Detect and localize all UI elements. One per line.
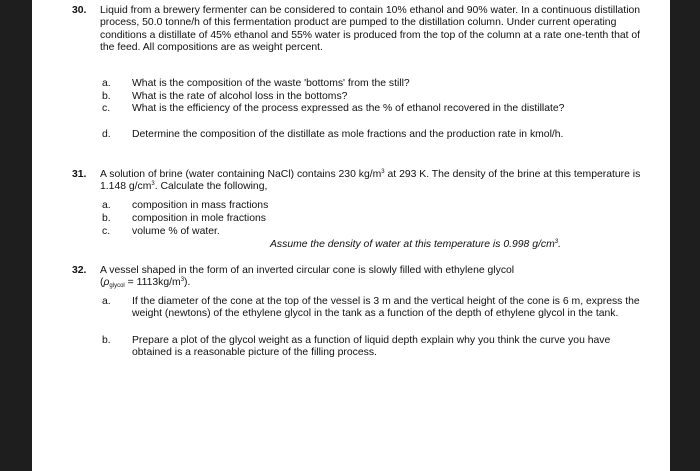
document-page	[32, 0, 670, 471]
item-label: c.	[102, 103, 111, 114]
question-30	[72, 5, 648, 55]
density-expression: $(\rho_{glycol} = 1113kg/m^3)$.	[100, 277, 191, 290]
question-number: 32.	[72, 265, 87, 276]
item-text: What is the composition of the waste 'bottoms' from the still?	[132, 78, 410, 89]
question-text: Liquid from a brewery fermenter can be considered to contain 10% ethanol and 90% water. In a continuous distillation process, 50.0 tonne/h of this fermentation product are pumped to the distillation column. Under current operating conditions a distillate of 45% ethanol and 55% water is produced from the top of the column at a rate one-tenth that of the feed. All compositions are as weight percent.	[100, 5, 641, 54]
item-text: What is the rate of alcohol loss in the bottoms?	[132, 91, 348, 102]
item-text: If the diameter of the cone at the top of the vessel is 3 m and the vertical height of the cone is 6 m, express the weight (newtons) of the ethylene glycol in the tank as a function of the depth of ethylene glycol in the tank.	[132, 296, 640, 320]
question-31-item-c	[102, 226, 642, 238]
item-label: a.	[102, 200, 111, 211]
item-text: Determine the composition of the distillate as mole fractions and the production rate in kmol/h.	[132, 129, 564, 140]
question-32-item-a	[102, 296, 642, 321]
item-text: Prepare a plot of the glycol weight as a function of liquid depth explain why you think the curve you have obtained is a reasonable picture of the filling process.	[132, 335, 611, 359]
item-text: composition in mole fractions	[132, 213, 266, 224]
assumption-note: Assume the density of water at this temperature is 0.998 $g/cm^3$.	[270, 239, 561, 250]
question-30-item-b	[102, 91, 642, 103]
question-32	[72, 265, 648, 290]
question-text: A solution of brine (water containing NaCl) contains 230 $kg/m^3$ at 293 K. The density of the brine at this temperature is 1.148 $g/cm^3$. Calculate the following,	[100, 169, 641, 193]
question-30-item-d	[102, 129, 642, 141]
question-31-item-a	[102, 200, 642, 212]
question-number: 30.	[72, 5, 87, 16]
item-label: d.	[102, 129, 111, 140]
question-number: 31.	[72, 169, 87, 180]
item-text: composition in mass fractions	[132, 200, 269, 211]
item-label: c.	[102, 226, 111, 237]
item-label: a.	[102, 296, 111, 307]
question-30-item-c	[102, 103, 642, 115]
item-text: What is the efficiency of the process expressed as the % of ethanol recovered in the distillate?	[132, 103, 565, 114]
item-label: a.	[102, 78, 111, 89]
document-content	[32, 0, 670, 471]
question-32-item-b	[102, 335, 642, 360]
question-31	[72, 169, 648, 194]
item-label: b.	[102, 213, 111, 224]
item-label: b.	[102, 335, 111, 346]
question-text: A vessel shaped in the form of an inverted circular cone is slowly filled with ethylene glycol	[100, 265, 515, 276]
item-label: b.	[102, 91, 111, 102]
question-30-item-a	[102, 78, 642, 90]
question-31-item-b	[102, 213, 642, 225]
item-text: volume % of water.	[132, 226, 220, 237]
